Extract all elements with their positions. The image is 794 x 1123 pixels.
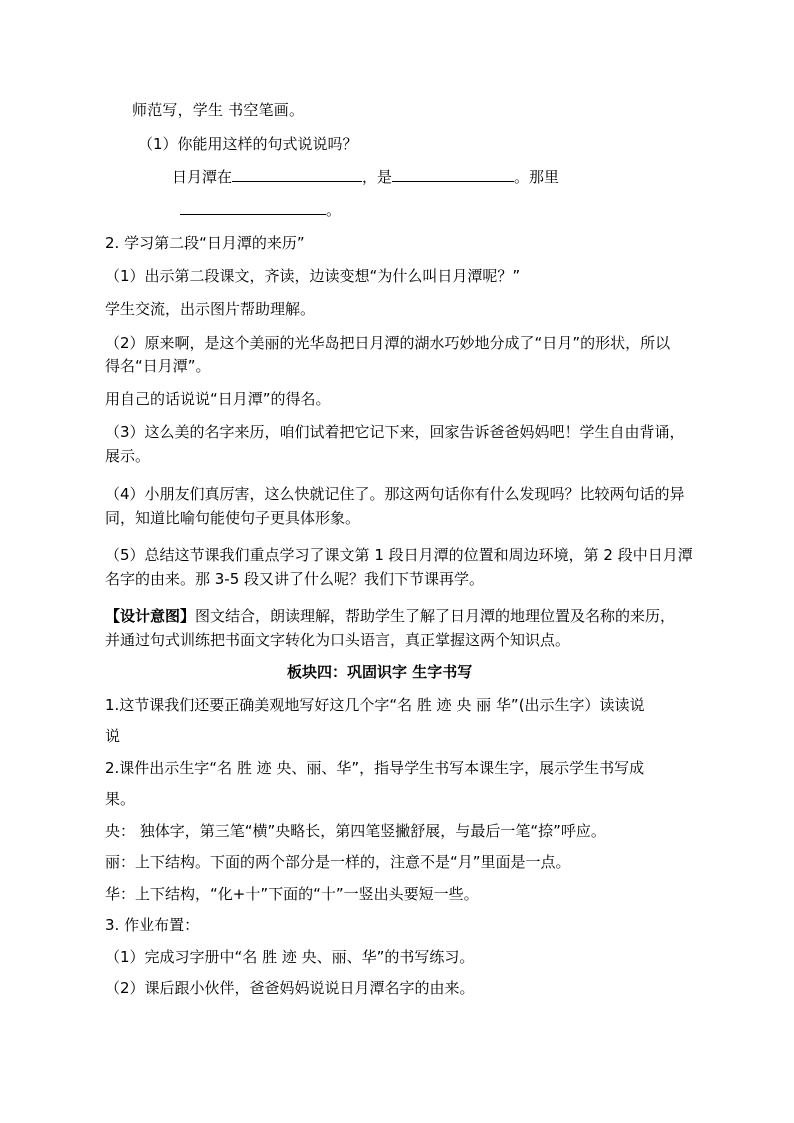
writing-task-1-line-1: 1.这节课我们还要正确美观地写好这几个字“名 胜 迹 央 丽 华”(出示生字）读读说 (105, 696, 645, 714)
char-li-note: 丽：上下结构。下面的两个部分是一样的，注意不是“月”里面是一点。 (105, 853, 571, 871)
writing-task-2-line-1: 2.课件出示生字“名 胜 迹 央、丽、华”，指导学生书写本课生字，展示学生书写成 (105, 759, 645, 777)
sentence-pattern-end: 。那里 (514, 168, 560, 186)
step-3-line-2: 展示。 (105, 447, 151, 465)
design-intent-line-2: 并通过句式训练把书面文字转化为口头语言，真正掌握这两个知识点。 (105, 631, 571, 649)
retell-instruction: 用自己的话说说“日月潭”的得名。 (105, 390, 331, 408)
paragraph-teacher-demo: 师范写，学生 书空笔画。 (132, 101, 305, 119)
char-yang-note: 央： 独体字，第三笔“横”央略长，第四笔竖撇舒展，与最后一笔“捺”呼应。 (105, 822, 606, 840)
sentence-pattern-mid: ，是 (362, 168, 393, 186)
step-5-line-1: （5）总结这节课我们重点学习了课文第 1 段日月潭的位置和周边环境，第 2 段中日月潭 (105, 546, 693, 564)
char-hua-note: 华：上下结构，“化+十”下面的“十”一竖出头要短一些。 (105, 885, 479, 903)
sentence-pattern-continuation (180, 200, 341, 220)
section-4-heading: 板块四：巩固识字 生字书写 (287, 663, 473, 681)
homework-heading: 3. 作业布置： (105, 916, 200, 934)
fill-blank-2 (392, 167, 514, 182)
student-exchange: 学生交流，出示图片帮助理解。 (105, 300, 316, 318)
step-3-line-1: （3）这么美的名字来历，咱们试着把它记下来，回家告诉爸爸妈妈吧！学生自由背诵， (105, 423, 685, 441)
step-4-line-1: （4）小朋友们真厉害，这么快就记住了。那这两句话你有什么发现吗？比较两句话的异 (105, 485, 685, 503)
step-2-line-1: （2）原来啊，是这个美丽的光华岛把日月潭的湖水巧妙地分成了“日月”的形状，所以 (105, 334, 671, 352)
homework-item-2: （2）课后跟小伙伴，爸爸妈妈说说日月潭名字的由来。 (105, 979, 475, 997)
step-5-line-2: 名字的由来。那 3-5 段又讲了什么呢？我们下节课再学。 (105, 570, 485, 588)
sentence-pattern-start: 日月潭在 (172, 168, 233, 186)
homework-item-1: （1）完成习字册中“名 胜 迹 央、丽、华”的书写练习。 (105, 948, 475, 966)
step-2-line-2: 得名“日月潭”。 (105, 357, 211, 375)
writing-task-2-line-2: 果。 (105, 790, 136, 808)
step-1: （1）出示第二段课文，齐读，边读变想“为什么叫日月潭呢？” (105, 267, 521, 285)
writing-task-1-line-2: 说 (105, 727, 121, 745)
section-2-heading: 2. 学习第二段“日月潭的来历” (105, 234, 305, 252)
sentence-pattern-line (172, 167, 559, 187)
fill-blank-1 (232, 167, 362, 182)
question-1: （1）你能用这样的句式说说吗？ (138, 135, 358, 153)
design-intent-line-1 (105, 606, 675, 626)
step-4-line-2: 同，知道比喻句能使句子更具体形象。 (105, 509, 361, 527)
sentence-pattern-period: 。 (326, 201, 342, 219)
design-intent-text: 图文结合，朗读理解，帮助学生了解了日月潭的地理位置及名称的来历， (195, 607, 676, 625)
design-intent-label: 【设计意图】 (105, 607, 196, 625)
fill-blank-3 (180, 200, 326, 215)
